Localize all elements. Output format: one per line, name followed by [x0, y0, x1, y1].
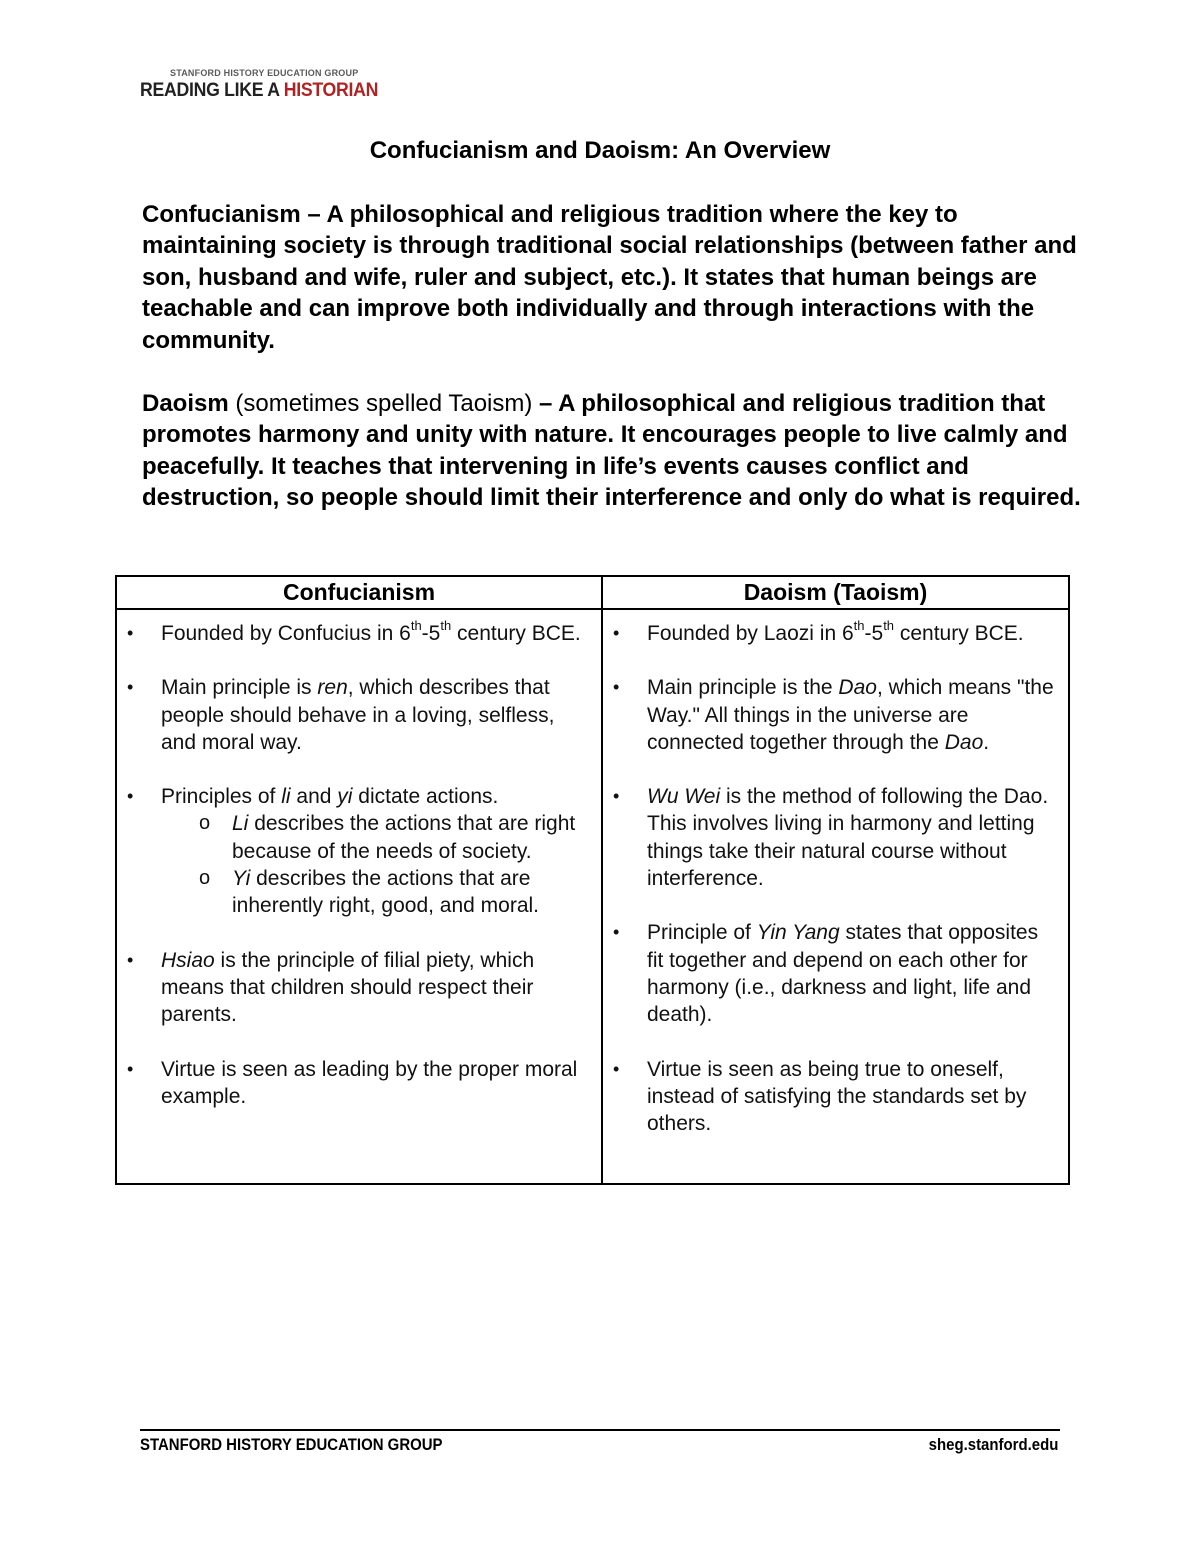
- logo: [140, 68, 379, 102]
- confucianism-definition: [142, 199, 1082, 356]
- item-text: dictate actions.: [352, 785, 499, 809]
- item-term: Dao: [838, 676, 877, 700]
- item-text: , which describes that people should behave in a loving, selfless, and moral way.: [161, 676, 555, 754]
- item-text: , which means "the Way." All things in the universe are connected together through the: [647, 676, 1054, 754]
- item-term: ren: [317, 676, 348, 700]
- item-text: describes the actions that are inherently right, good, and moral.: [232, 867, 540, 918]
- footer-divider: [140, 1429, 1060, 1431]
- item-text: Virtue is seen as leading by the proper moral example.: [161, 1057, 578, 1108]
- sub-list-item: [117, 865, 591, 920]
- item-term: li: [281, 785, 291, 809]
- header-daoism: Daoism (Taoism): [602, 576, 1069, 609]
- item-text: -5: [421, 622, 441, 645]
- confucianism-definition-text: – A philosophical and religious tradition where the key to maintaining society is through traditional social relationships (between father and son, husband and wife, ruler and subject, etc.). It states that human beings are teachable and can improve both individually and through interactions with the community.: [142, 201, 1077, 354]
- item-text: century BCE.: [451, 622, 581, 645]
- item-text: Founded by Confucius in 6: [161, 622, 411, 645]
- item-text: Principle of: [647, 921, 757, 945]
- confucianism-column: [116, 609, 602, 1184]
- sub-list: [161, 810, 591, 919]
- superscript: th: [410, 618, 422, 633]
- confucianism-term: Confucianism: [142, 201, 301, 228]
- item-term: Dao: [944, 730, 984, 754]
- bullet-icon: •: [127, 677, 134, 698]
- footer-organization: STANFORD HISTORY EDUCATION GROUP: [140, 1435, 443, 1454]
- logo-group-name: STANFORD HISTORY EDUCATION GROUP: [170, 68, 359, 78]
- item-text: -5: [864, 622, 884, 645]
- bullet-icon: •: [613, 786, 620, 807]
- sub-bullet-icon: o: [199, 812, 211, 835]
- item-term: Yi: [232, 867, 251, 891]
- daoism-column: [602, 609, 1069, 1184]
- list-item: [117, 620, 601, 647]
- item-term: yi: [337, 785, 353, 809]
- item-text: Virtue is seen as being true to oneself, instead of satisfying the standards set by others.: [647, 1057, 1027, 1136]
- item-term: Yin Yang: [756, 921, 840, 945]
- item-text: Main principle is the: [647, 676, 839, 700]
- item-text: Principles of: [161, 785, 282, 809]
- bullet-icon: •: [127, 949, 134, 970]
- list-item: [603, 1056, 1068, 1138]
- list-item: [603, 783, 1068, 892]
- daoism-definition: [142, 388, 1082, 514]
- bullet-icon: •: [127, 786, 134, 807]
- comparison-table: [115, 575, 1070, 1185]
- bullet-icon: •: [613, 922, 620, 943]
- sub-list-item: [117, 810, 591, 865]
- item-text: describes the actions that are right because of the needs of society.: [232, 812, 576, 863]
- list-item: [117, 783, 601, 919]
- item-text: .: [983, 730, 990, 754]
- item-text: is the method of following the Dao. This involves living in harmony and letting things take their natural course without interference.: [647, 785, 1049, 891]
- list-item: [117, 674, 601, 756]
- logo-wordmark-prefix: READING LIKE A: [140, 80, 284, 101]
- item-term: Wu Wei: [647, 785, 721, 809]
- item-term: Hsiao: [161, 948, 215, 972]
- item-text: Main principle is: [161, 676, 318, 700]
- item-text: century BCE.: [894, 622, 1024, 645]
- list-item: [603, 674, 1068, 756]
- daoism-aside: (sometimes spelled Taoism): [228, 390, 533, 417]
- footer-website: sheg.stanford.edu: [928, 1435, 1058, 1454]
- header-confucianism: Confucianism: [116, 576, 602, 609]
- sub-bullet-icon: o: [199, 867, 211, 890]
- bullet-icon: •: [613, 1058, 620, 1079]
- bullet-icon: •: [613, 623, 620, 643]
- list-item: [603, 919, 1068, 1028]
- logo-wordmark: [140, 80, 379, 102]
- item-text: states that opposites fit together and depend on each other for harmony (i.e., darkness and light, life and death).: [647, 921, 1039, 1027]
- list-item: [117, 1056, 601, 1111]
- item-text: is the principle of filial piety, which means that children should respect their parents.: [161, 948, 535, 1027]
- list-item: [117, 947, 601, 1029]
- bullet-icon: •: [127, 1058, 134, 1079]
- page-title: Confucianism and Daoism: An Overview: [369, 137, 831, 164]
- item-term: Li: [232, 812, 249, 836]
- superscript: th: [440, 618, 452, 633]
- superscript: th: [853, 618, 865, 633]
- bullet-icon: •: [127, 623, 134, 643]
- bullet-icon: •: [613, 677, 620, 698]
- logo-wordmark-accent: HISTORIAN: [283, 80, 379, 101]
- list-item: [603, 620, 1068, 647]
- daoism-term: Daoism: [142, 390, 229, 417]
- superscript: th: [883, 618, 895, 633]
- item-text: and: [290, 785, 338, 809]
- daoism-definition-text: – A philosophical and religious tradition that promotes harmony and unity with nature. It encourages people to live calmly and peacefully. It teaches that intervening in life’s events causes conflict and destruction, so people should limit their interference and only do what is required.: [142, 390, 1081, 512]
- item-text: Founded by Laozi in 6: [647, 622, 854, 645]
